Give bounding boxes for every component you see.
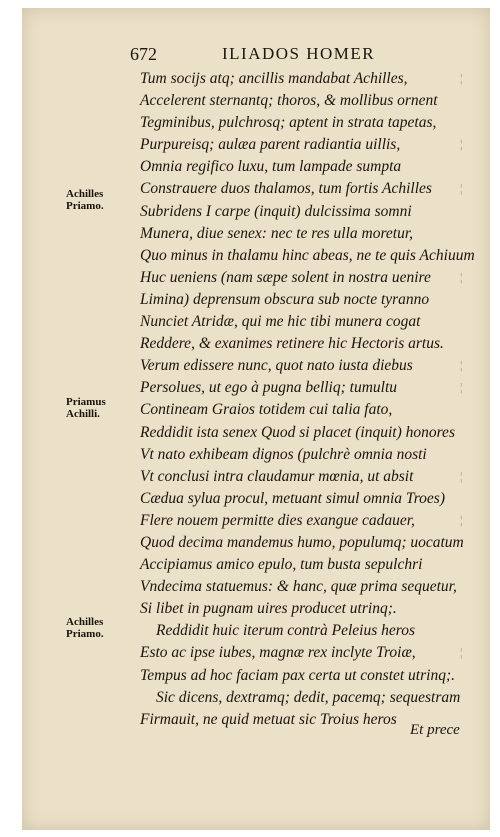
verse-line: Si libet in pugnam uires producet utrinq;.: [140, 600, 397, 618]
margin-note-achilles: Achilles Priamo.: [66, 188, 104, 212]
verse-line: Constrauere duos thalamos, tum fortis Achilles ¦: [140, 180, 463, 198]
running-title: ILIADOS HOMER: [222, 44, 376, 63]
verse-line: Tempus ad hoc faciam pax certa ut constet utrinq;.: [140, 666, 455, 684]
margin-note-achilles-2: Achilles Priamo.: [66, 616, 104, 640]
verse-line: Reddidit huic iterum contrà Peleius heros: [156, 622, 416, 640]
verse-line: Quod decima mandemus humo, populumq; uocatum: [140, 533, 464, 551]
page-header: [22, 44, 490, 66]
verse-line: Flere nouem permitte dies exangue cadauer, ¦: [140, 511, 463, 529]
verse-line: Tum socijs atq; ancillis mandabat Achilles, ¦: [140, 70, 463, 87]
verse-line: Accipiamus amico epulo, tum busta sepulchri: [140, 556, 423, 574]
page-number: 672: [130, 44, 157, 64]
verse-line: Vt nato exhibeam dignos (pulchrè omnia nosti: [140, 445, 427, 463]
verse-line: Nunciet Atridæ, qui me hic tibi munera cogat: [140, 313, 421, 331]
verse-line: Contineam Graios totidem cui talia fato,: [140, 401, 393, 419]
verse-block: [22, 68, 490, 731]
verse-line: Reddere, & exanimes retinere hic Hectoris artus.: [140, 335, 444, 353]
verse-line: Tegminibus, pulchrosq; aptent in strata tapetas,: [140, 114, 437, 132]
verse-line: Esto ac ipse iubes, magnæ rex inclyte Troiæ, ¦: [140, 644, 463, 662]
verse-line: Limina) deprensum obscura sub nocte tyranno: [140, 290, 430, 308]
verse-line: Accelerent sternantq; thoros, & mollibus ornent: [140, 92, 438, 110]
verse-line: Omnia regifico luxu, tum lampade sumpta: [140, 158, 402, 176]
book-page: [22, 8, 490, 830]
verse-line: Huc ueniens (nam sæpe solent in nostra uenire ¦: [140, 268, 463, 286]
verse-line: Vt conclusi intra claudamur mœnia, ut absit ¦: [140, 467, 463, 485]
margin-note-priamus: Priamus Achilli.: [66, 396, 106, 420]
verse-line: Verum edissere nunc, quot nato iusta diebus ¦: [140, 357, 463, 375]
verse-line: Munera, diue senex: nec te res ulla moretur,: [140, 224, 414, 242]
verse-line: Vndecima statuemus: & hanc, quæ prima sequetur,: [140, 578, 457, 596]
verse-line: Subridens I carpe (inquit) dulcissima somni: [140, 202, 412, 220]
verse-line: Quo minus in thalamu hinc abeas, ne te quis Achiuum: [140, 246, 475, 264]
catchword: Et prece: [410, 722, 460, 738]
verse-line: Persolues, ut ego à pugna belliq; tumultu ¦: [140, 379, 463, 397]
verse-line: Reddidit ista senex Quod si placet (inquit) honores: [140, 423, 455, 441]
verse-line: Firmauit, ne quid metuat sic Troius heros: [140, 710, 397, 728]
verse-line: Cædua sylua procul, metuant simul omnia Troes): [140, 489, 445, 507]
verse-line: Purpureisq; aulæa parent radiantia uillis, ¦: [140, 136, 463, 154]
verse-line: Sic dicens, dextramq; dedit, pacemq; sequestram: [156, 688, 461, 706]
